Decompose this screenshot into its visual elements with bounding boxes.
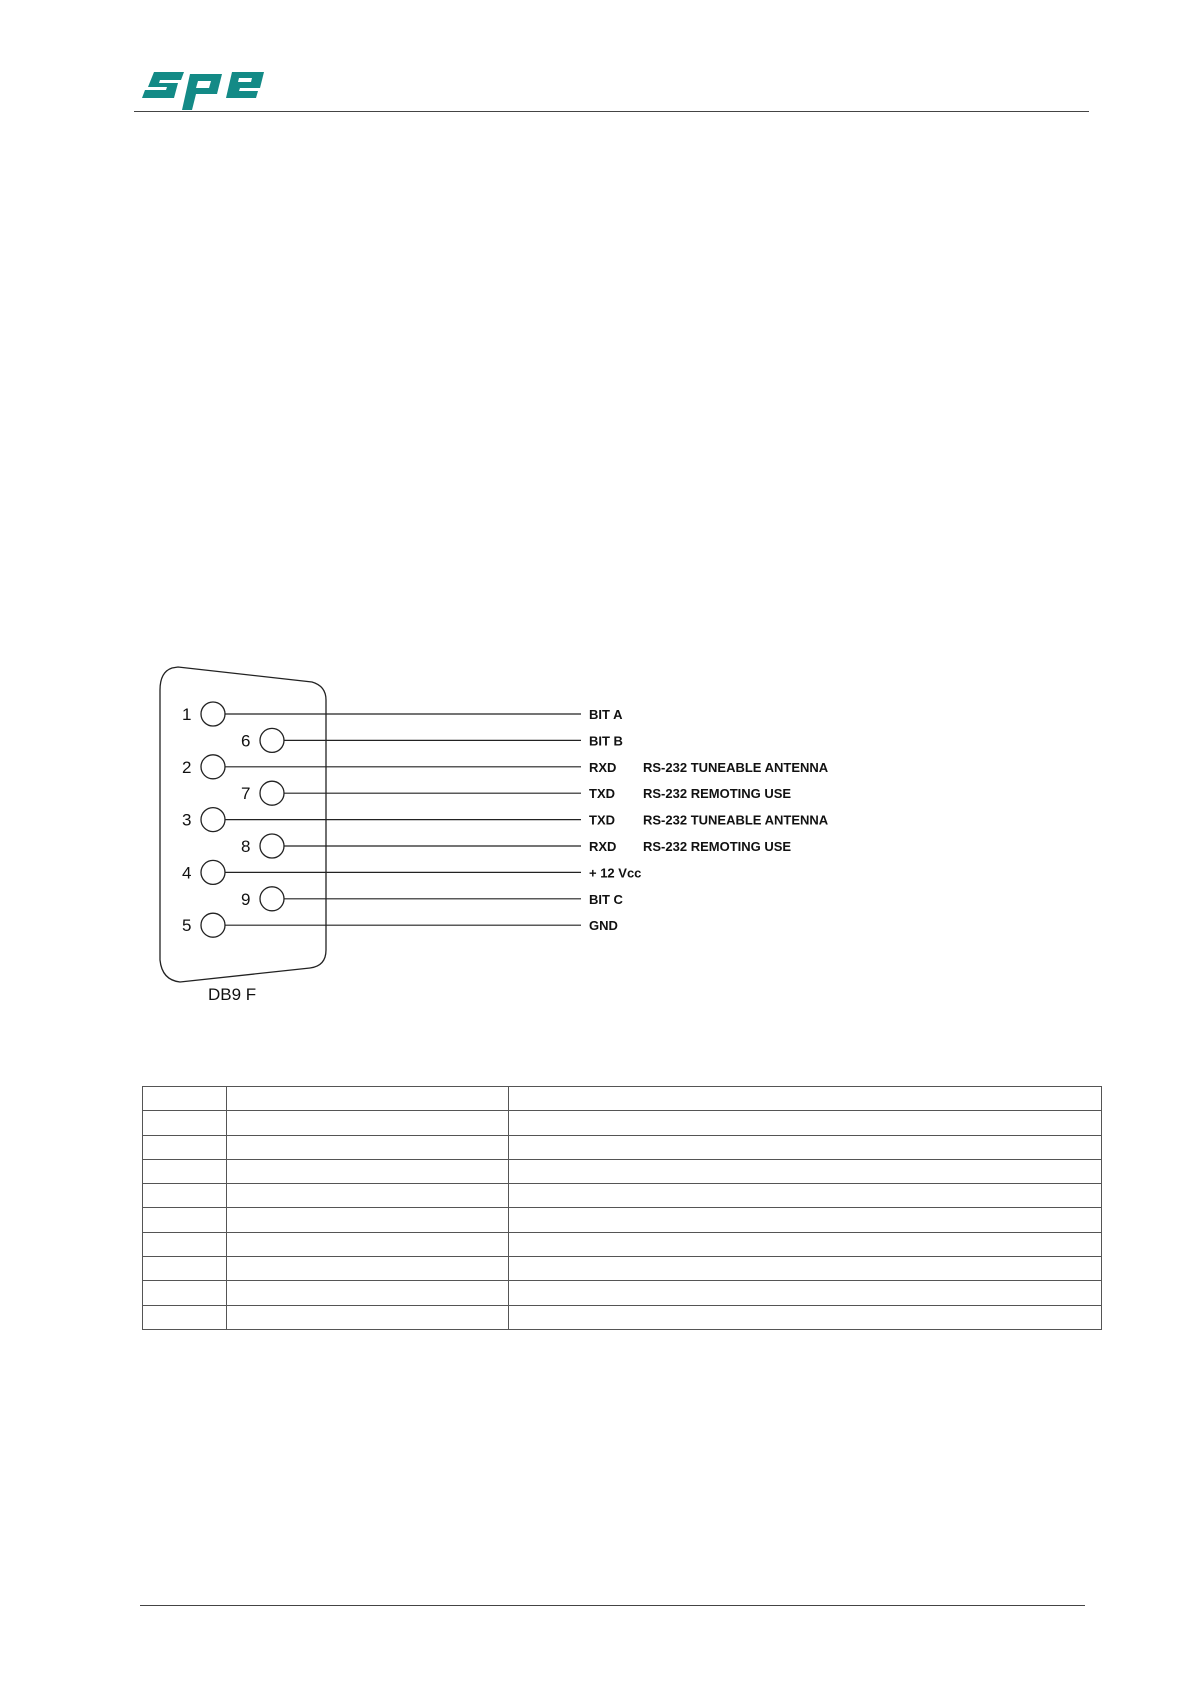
- table-row: [143, 1135, 1102, 1159]
- pin-note-2: RS-232 TUNEABLE ANTENNA: [643, 759, 829, 775]
- table-row: [143, 1111, 1102, 1135]
- table-cell: [227, 1111, 509, 1135]
- table-cell: [227, 1257, 509, 1281]
- table-cell: [227, 1087, 509, 1111]
- table-cell: [509, 1281, 1102, 1305]
- pin-table: [142, 1086, 1102, 1330]
- pin-row-4: [182, 860, 641, 884]
- pin-socket-5: [201, 913, 225, 937]
- table-cell: [143, 1135, 227, 1159]
- table-cell: [143, 1257, 227, 1281]
- table-cell: [509, 1305, 1102, 1329]
- table-cell: [509, 1111, 1102, 1135]
- pin-row-1: [182, 702, 623, 726]
- table-cell: [143, 1111, 227, 1135]
- pin-signal-1: BIT A: [589, 707, 623, 722]
- table-cell: [143, 1087, 227, 1111]
- pin-row-7: [241, 781, 791, 805]
- pin-signal-8: RXD: [589, 839, 617, 854]
- pin-socket-1: [201, 702, 225, 726]
- pin-socket-9: [260, 887, 284, 911]
- table-cell: [509, 1184, 1102, 1208]
- pin-number-8: 8: [241, 837, 251, 856]
- table-cell: [143, 1184, 227, 1208]
- table-row: [143, 1232, 1102, 1256]
- table-cell: [143, 1159, 227, 1183]
- pin-number-3: 3: [182, 810, 192, 830]
- pin-signal-2: RXD: [589, 759, 617, 775]
- table-cell: [143, 1208, 227, 1232]
- table-row: [143, 1159, 1102, 1183]
- pin-row-3: [182, 808, 829, 832]
- pin-row-9: [241, 887, 624, 911]
- table-cell: [227, 1232, 509, 1256]
- pin-row-2: [182, 755, 829, 779]
- table-cell: [227, 1184, 509, 1208]
- table-cell: [509, 1208, 1102, 1232]
- table-row: [143, 1281, 1102, 1305]
- table-cell: [509, 1159, 1102, 1183]
- table-cell: [143, 1281, 227, 1305]
- pin-number-9: 9: [241, 889, 251, 909]
- table-cell: [143, 1305, 227, 1329]
- pin-row-8: [241, 834, 791, 858]
- pin-number-7: 7: [241, 784, 251, 804]
- table-cell: [227, 1281, 509, 1305]
- connector-label: DB9 F: [208, 985, 257, 1004]
- table-cell: [227, 1135, 509, 1159]
- pin-number-4: 4: [182, 863, 192, 883]
- pin-socket-7: [260, 781, 284, 805]
- table-row: [143, 1208, 1102, 1232]
- table-cell: [509, 1087, 1102, 1111]
- pin-note-7: RS-232 REMOTING USE: [643, 786, 792, 802]
- pin-number-6: 6: [241, 731, 251, 751]
- pin-socket-3: [201, 808, 225, 832]
- table-row: [143, 1305, 1102, 1329]
- table-row: [143, 1087, 1102, 1111]
- pin-signal-5: GND: [589, 918, 618, 934]
- pin-signal-9: BIT C: [589, 891, 623, 907]
- footer-rule: [140, 1605, 1085, 1606]
- pin-number-5: 5: [182, 916, 192, 936]
- pin-socket-6: [260, 728, 284, 752]
- pin-signal-3: TXD: [589, 812, 615, 828]
- pin-socket-8: [260, 834, 284, 858]
- pin-row-6: [241, 728, 623, 752]
- pin-socket-2: [201, 755, 225, 779]
- pin-socket-4: [201, 860, 225, 884]
- table-row: [143, 1184, 1102, 1208]
- pin-row-5: [182, 913, 618, 937]
- pin-number-2: 2: [182, 757, 192, 777]
- pin-signal-4: + 12 Vcc: [589, 865, 642, 881]
- pin-number-1: 1: [182, 705, 192, 724]
- table-row: [143, 1257, 1102, 1281]
- table-cell: [143, 1232, 227, 1256]
- table-cell: [227, 1208, 509, 1232]
- table-cell: [509, 1232, 1102, 1256]
- table-cell: [227, 1305, 509, 1329]
- pin-note-8: RS-232 REMOTING USE: [643, 839, 792, 854]
- pin-signal-6: BIT B: [589, 733, 623, 749]
- table-cell: [227, 1159, 509, 1183]
- table-cell: [509, 1135, 1102, 1159]
- pin-note-3: RS-232 TUNEABLE ANTENNA: [643, 812, 829, 828]
- pin-signal-7: TXD: [589, 786, 615, 802]
- table-cell: [509, 1257, 1102, 1281]
